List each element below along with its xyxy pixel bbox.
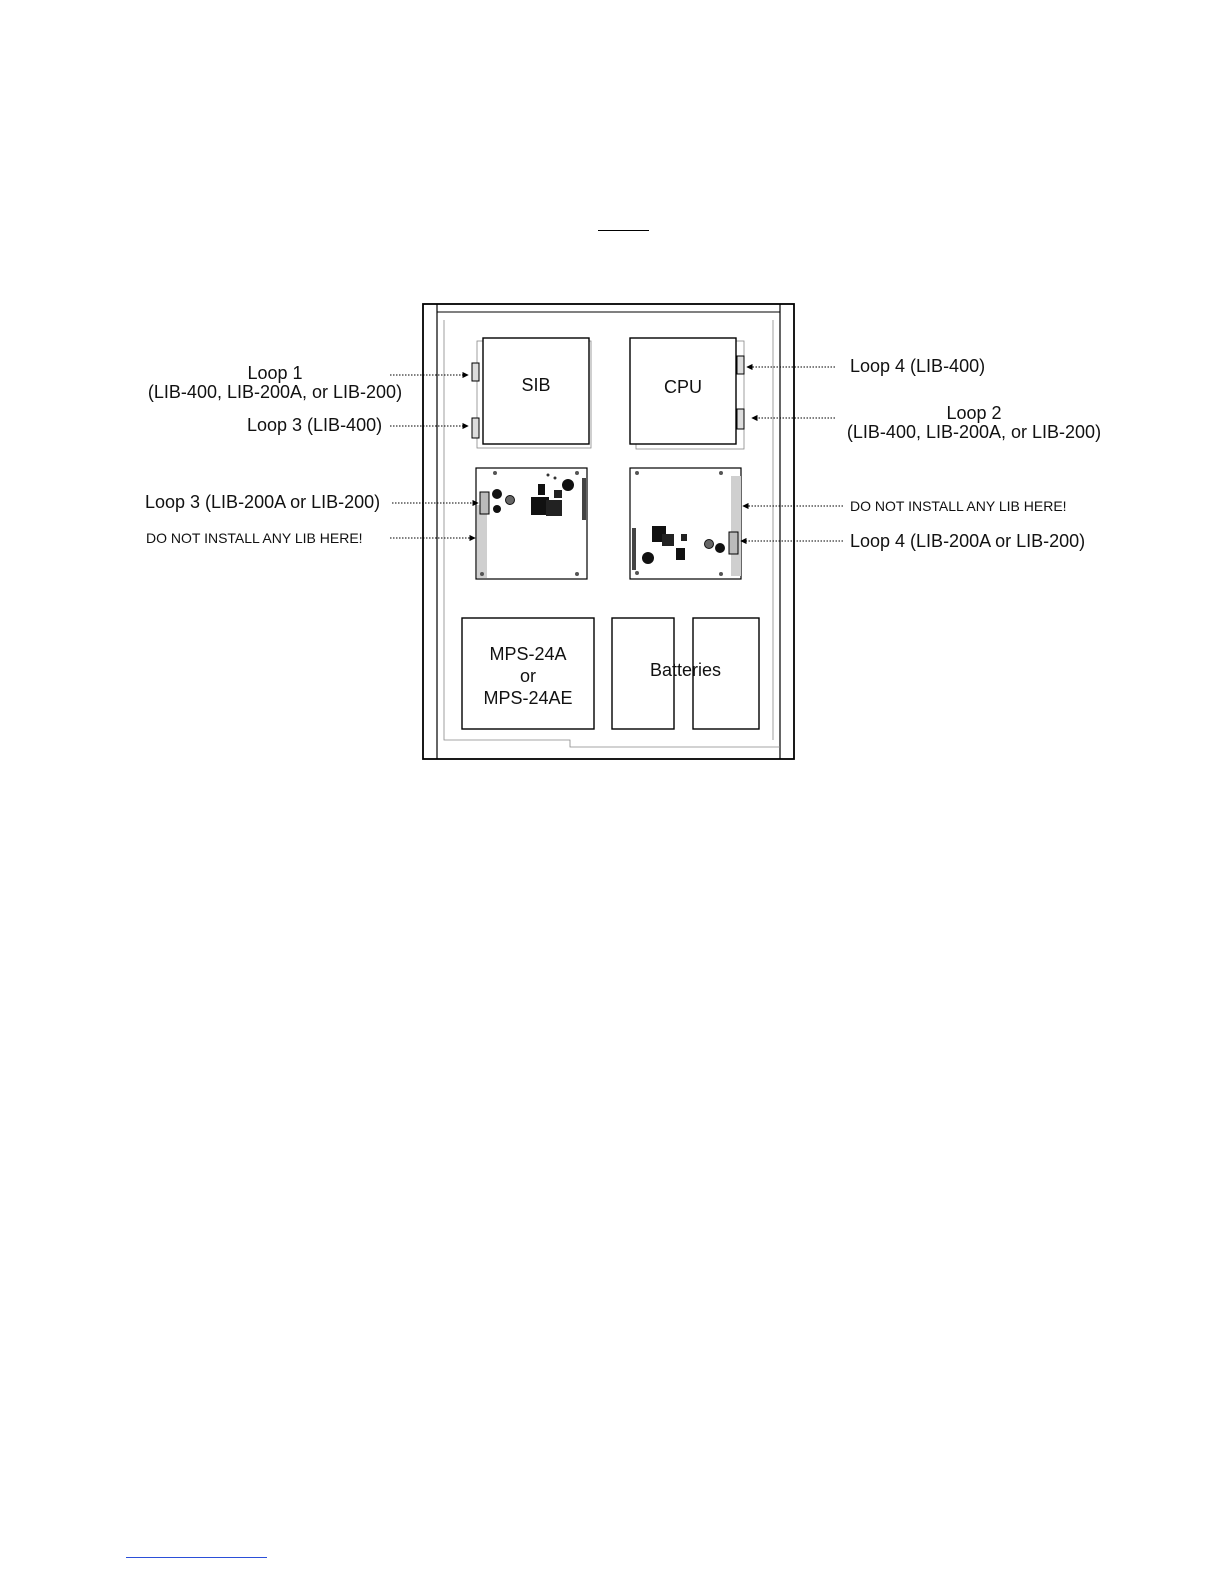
power-supply-label xyxy=(462,643,594,709)
loop2-options: (LIB-400, LIB-200A, or LIB-200) xyxy=(846,422,1102,442)
left-lib-board xyxy=(476,468,587,579)
loop4-lib400-callout: Loop 4 (LIB-400) xyxy=(850,356,986,376)
footnote-separator xyxy=(126,1557,267,1558)
left-warning-callout: DO NOT INSTALL ANY LIB HERE! xyxy=(146,530,363,546)
loop1-callout xyxy=(140,364,410,402)
loop4-lib200-callout: Loop 4 (LIB-200A or LIB-200) xyxy=(850,531,1086,551)
power-supply-line1: MPS-24A xyxy=(489,644,567,664)
loop2-title: Loop 2 xyxy=(946,403,1002,423)
cpu-label: CPU xyxy=(663,377,702,397)
right-warning-callout: DO NOT INSTALL ANY LIB HERE! xyxy=(850,498,1067,514)
batteries-label: Batteries xyxy=(649,660,722,680)
right-lib-board xyxy=(630,468,741,579)
loop1-options: (LIB-400, LIB-200A, or LIB-200) xyxy=(147,382,403,402)
loop2-callout xyxy=(836,404,1112,442)
loop3-lib200-callout: Loop 3 (LIB-200A or LIB-200) xyxy=(145,492,381,512)
loop1-title: Loop 1 xyxy=(247,363,303,383)
power-supply-line2: or xyxy=(519,666,536,686)
loop3-lib400-callout: Loop 3 (LIB-400) xyxy=(247,415,383,435)
power-supply-line3: MPS-24AE xyxy=(483,688,573,708)
sib-label: SIB xyxy=(521,375,551,395)
